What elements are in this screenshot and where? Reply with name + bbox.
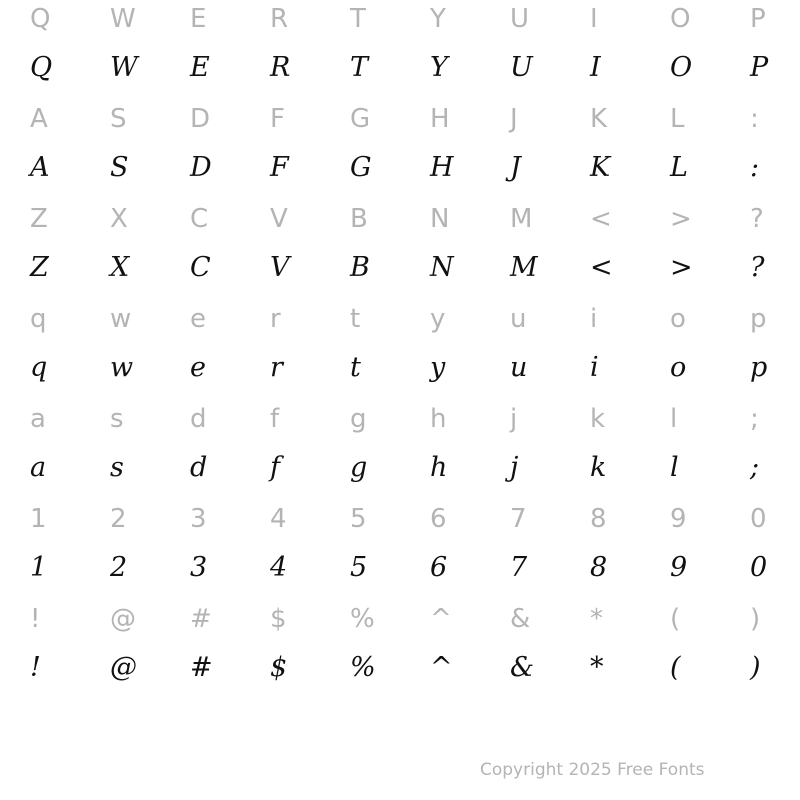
reference-glyph-row bbox=[0, 400, 800, 450]
sample-glyph: M bbox=[510, 252, 537, 283]
sample-glyph: L bbox=[670, 152, 687, 183]
sample-glyph: F bbox=[270, 152, 288, 183]
reference-glyph: X bbox=[110, 204, 128, 234]
sample-glyph: X bbox=[110, 252, 129, 283]
sample-glyph: P bbox=[750, 52, 768, 83]
sample-glyph: R bbox=[270, 52, 290, 83]
sample-glyph: G bbox=[350, 152, 371, 183]
reference-glyph: V bbox=[270, 204, 288, 234]
reference-glyph: i bbox=[590, 304, 598, 334]
sample-glyph: a bbox=[30, 452, 46, 483]
reference-glyph: ; bbox=[750, 404, 759, 434]
reference-glyph: # bbox=[190, 604, 212, 634]
sample-glyph: 4 bbox=[270, 552, 287, 583]
sample-glyph: W bbox=[110, 52, 137, 83]
reference-glyph: % bbox=[350, 604, 375, 634]
reference-glyph: T bbox=[350, 4, 366, 34]
reference-glyph-row bbox=[0, 500, 800, 550]
sample-glyph: Y bbox=[430, 52, 447, 83]
sample-glyph: Z bbox=[30, 252, 48, 283]
reference-glyph: $ bbox=[270, 604, 287, 634]
reference-glyph: P bbox=[750, 4, 766, 34]
reference-glyph: 7 bbox=[510, 504, 527, 534]
reference-glyph-row bbox=[0, 300, 800, 350]
reference-glyph: r bbox=[270, 304, 281, 334]
copyright-text: Copyright 2025 Free Fonts bbox=[480, 760, 705, 780]
reference-glyph: e bbox=[190, 304, 206, 334]
reference-glyph: > bbox=[670, 204, 692, 234]
reference-glyph: O bbox=[670, 4, 691, 34]
sample-glyph: $ bbox=[270, 652, 287, 683]
reference-glyph: : bbox=[750, 104, 759, 134]
reference-glyph: @ bbox=[110, 604, 136, 634]
reference-glyph: w bbox=[110, 304, 132, 334]
sample-glyph: & bbox=[510, 652, 534, 683]
sample-glyph: 9 bbox=[670, 552, 687, 583]
sample-glyph: 3 bbox=[190, 552, 207, 583]
sample-glyph: ( bbox=[670, 652, 680, 683]
reference-glyph: Y bbox=[430, 4, 446, 34]
reference-glyph: F bbox=[270, 104, 285, 134]
sample-glyph: S bbox=[110, 152, 128, 183]
sample-glyph: t bbox=[350, 352, 360, 383]
sample-glyph: * bbox=[590, 652, 603, 683]
reference-glyph: q bbox=[30, 304, 47, 334]
sample-glyph: Q bbox=[30, 52, 52, 83]
sample-glyph: s bbox=[110, 452, 123, 483]
sample-glyph-row bbox=[0, 450, 800, 500]
sample-glyph: o bbox=[670, 352, 686, 383]
reference-glyph: 0 bbox=[750, 504, 767, 534]
reference-glyph: W bbox=[110, 4, 136, 34]
sample-glyph-row bbox=[0, 350, 800, 400]
reference-glyph: A bbox=[30, 104, 48, 134]
sample-glyph: A bbox=[30, 152, 49, 183]
reference-glyph: & bbox=[510, 604, 531, 634]
sample-glyph: ? bbox=[750, 252, 764, 283]
reference-glyph: E bbox=[190, 4, 207, 34]
reference-glyph: ^ bbox=[430, 604, 452, 634]
reference-glyph: 4 bbox=[270, 504, 287, 534]
reference-glyph: L bbox=[670, 104, 685, 134]
sample-glyph: K bbox=[590, 152, 610, 183]
reference-glyph-row bbox=[0, 600, 800, 650]
sample-glyph: q bbox=[30, 352, 47, 383]
reference-glyph: o bbox=[670, 304, 686, 334]
sample-glyph: 5 bbox=[350, 552, 367, 583]
sample-glyph-row bbox=[0, 550, 800, 600]
reference-glyph: ) bbox=[750, 604, 761, 634]
sample-glyph: f bbox=[270, 452, 279, 483]
reference-glyph: C bbox=[190, 204, 209, 234]
sample-glyph: 0 bbox=[750, 552, 767, 583]
reference-glyph: d bbox=[190, 404, 207, 434]
sample-glyph: w bbox=[110, 352, 133, 383]
reference-glyph: S bbox=[110, 104, 127, 134]
reference-glyph-row bbox=[0, 100, 800, 150]
reference-glyph: M bbox=[510, 204, 533, 234]
reference-glyph: y bbox=[430, 304, 446, 334]
reference-glyph: * bbox=[590, 604, 603, 634]
reference-glyph: D bbox=[190, 104, 211, 134]
reference-glyph: t bbox=[350, 304, 361, 334]
sample-glyph: V bbox=[270, 252, 289, 283]
reference-glyph: B bbox=[350, 204, 368, 234]
reference-glyph: U bbox=[510, 4, 530, 34]
sample-glyph: D bbox=[190, 152, 211, 183]
reference-glyph: 9 bbox=[670, 504, 687, 534]
reference-glyph: g bbox=[350, 404, 367, 434]
sample-glyph: j bbox=[510, 452, 518, 483]
sample-glyph: E bbox=[190, 52, 209, 83]
sample-glyph: 7 bbox=[510, 552, 527, 583]
reference-glyph: 2 bbox=[110, 504, 127, 534]
reference-glyph: I bbox=[590, 4, 598, 34]
sample-glyph: O bbox=[670, 52, 692, 83]
sample-glyph: u bbox=[510, 352, 527, 383]
sample-glyph-row bbox=[0, 650, 800, 700]
sample-glyph: k bbox=[590, 452, 606, 483]
reference-glyph: J bbox=[510, 104, 518, 134]
reference-glyph: s bbox=[110, 404, 124, 434]
reference-glyph: < bbox=[590, 204, 612, 234]
sample-glyph-row bbox=[0, 150, 800, 200]
sample-glyph: I bbox=[590, 52, 600, 83]
sample-glyph: g bbox=[350, 452, 367, 483]
sample-glyph: h bbox=[430, 452, 447, 483]
sample-glyph: r bbox=[270, 352, 282, 383]
reference-glyph: ? bbox=[750, 204, 764, 234]
sample-glyph: 1 bbox=[30, 552, 47, 583]
sample-glyph: d bbox=[190, 452, 207, 483]
sample-glyph: # bbox=[190, 652, 212, 683]
reference-glyph: f bbox=[270, 404, 280, 434]
reference-glyph: k bbox=[590, 404, 606, 434]
sample-glyph-row bbox=[0, 250, 800, 300]
reference-glyph: 5 bbox=[350, 504, 367, 534]
reference-glyph: l bbox=[670, 404, 678, 434]
sample-glyph: H bbox=[430, 152, 453, 183]
sample-glyph: ! bbox=[30, 652, 40, 683]
reference-glyph: G bbox=[350, 104, 371, 134]
sample-glyph: e bbox=[190, 352, 205, 383]
reference-glyph: ! bbox=[30, 604, 41, 634]
reference-glyph: 6 bbox=[430, 504, 447, 534]
sample-glyph: B bbox=[350, 252, 369, 283]
reference-glyph-row bbox=[0, 0, 800, 50]
sample-glyph: ^ bbox=[430, 652, 452, 683]
sample-glyph: @ bbox=[110, 652, 136, 683]
reference-glyph: K bbox=[590, 104, 608, 134]
reference-glyph: p bbox=[750, 304, 767, 334]
sample-glyph: ; bbox=[750, 452, 759, 483]
sample-glyph: p bbox=[750, 352, 767, 383]
sample-glyph: C bbox=[190, 252, 210, 283]
reference-glyph: R bbox=[270, 4, 289, 34]
sample-glyph: l bbox=[670, 452, 678, 483]
reference-glyph: u bbox=[510, 304, 527, 334]
sample-glyph: : bbox=[750, 152, 759, 183]
reference-glyph: N bbox=[430, 204, 450, 234]
sample-glyph-row bbox=[0, 50, 800, 100]
sample-glyph: < bbox=[590, 252, 612, 283]
reference-glyph: 1 bbox=[30, 504, 47, 534]
sample-glyph: > bbox=[670, 252, 692, 283]
sample-glyph: J bbox=[510, 152, 520, 183]
sample-glyph: T bbox=[350, 52, 368, 83]
reference-glyph-row bbox=[0, 200, 800, 250]
sample-glyph: 6 bbox=[430, 552, 447, 583]
sample-glyph: U bbox=[510, 52, 532, 83]
sample-glyph: ) bbox=[750, 652, 760, 683]
reference-glyph: h bbox=[430, 404, 447, 434]
reference-glyph: a bbox=[30, 404, 46, 434]
reference-glyph: Z bbox=[30, 204, 48, 234]
reference-glyph: H bbox=[430, 104, 450, 134]
reference-glyph: 8 bbox=[590, 504, 607, 534]
sample-glyph: N bbox=[430, 252, 453, 283]
reference-glyph: Q bbox=[30, 4, 51, 34]
sample-glyph: 2 bbox=[110, 552, 127, 583]
sample-glyph: 8 bbox=[590, 552, 607, 583]
reference-glyph: 3 bbox=[190, 504, 207, 534]
sample-glyph: % bbox=[350, 652, 375, 683]
sample-glyph: y bbox=[430, 352, 445, 383]
reference-glyph: ( bbox=[670, 604, 681, 634]
sample-glyph: i bbox=[590, 352, 598, 383]
reference-glyph: j bbox=[510, 404, 518, 434]
